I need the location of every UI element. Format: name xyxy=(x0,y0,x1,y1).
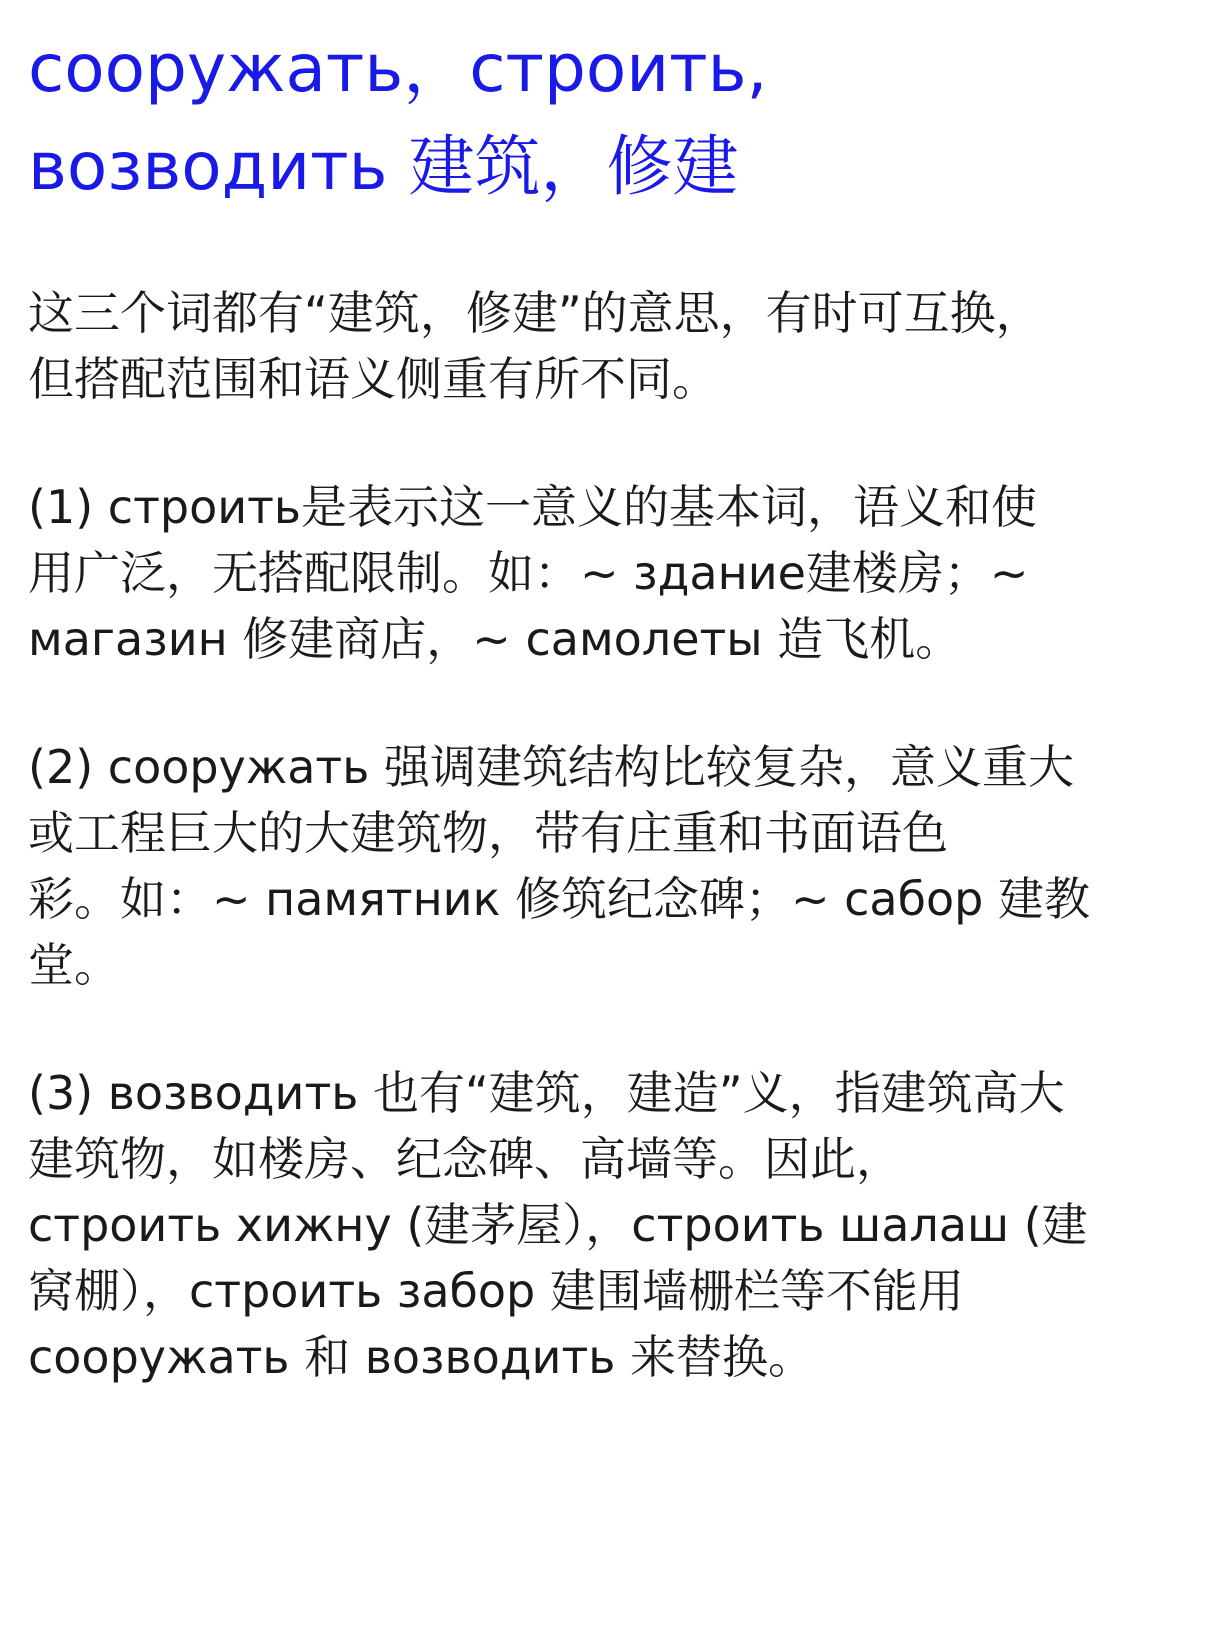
point-3-line: 建筑物，如楼房、纪念碑、高墙等。因此， xyxy=(28,1132,902,1186)
point-3-line: (3) возводить 也有“建筑，建造”义，指建筑高大 xyxy=(28,1066,1065,1120)
title-line-2: возводить 建筑，修建 xyxy=(28,128,739,205)
point-1-line: 用广泛，无搭配限制。如：~ здание建楼房；~ xyxy=(28,546,1029,600)
point-3-paragraph xyxy=(28,1060,1198,1390)
intro-line: 但搭配范围和语义侧重有所不同。 xyxy=(28,352,718,406)
point-2-line: 彩。如：~ памятник 修筑纪念碑；~ сабор 建教 xyxy=(28,872,1090,926)
intro-line: 这三个词都有“建筑，修建”的意思，有时可互换， xyxy=(28,286,1042,340)
point-2-line: 堂。 xyxy=(28,938,120,992)
point-1-line: магазин 修建商店，~ самолеты 造飞机。 xyxy=(28,612,962,666)
article xyxy=(28,20,1198,1390)
title-line-1: сооружать，строить, xyxy=(28,30,768,107)
point-1-paragraph xyxy=(28,474,1198,672)
page-title xyxy=(28,20,1198,216)
point-3-line: строить хижну (建茅屋），строить шалаш (建 xyxy=(28,1198,1088,1252)
point-3-line: 窝棚），строить забор 建围墙栅栏等不能用 xyxy=(28,1264,964,1318)
point-3-line: сооружать 和 возводить 来替换。 xyxy=(28,1330,814,1384)
point-2-paragraph xyxy=(28,734,1198,998)
point-2-line: 或工程巨大的大建筑物，带有庄重和书面语色 xyxy=(28,806,948,860)
point-1-line: (1) строить是表示这一意义的基本词，语义和使 xyxy=(28,480,1038,534)
intro-paragraph xyxy=(28,280,1198,412)
point-2-line: (2) сооружать 强调建筑结构比较复杂，意义重大 xyxy=(28,740,1074,794)
